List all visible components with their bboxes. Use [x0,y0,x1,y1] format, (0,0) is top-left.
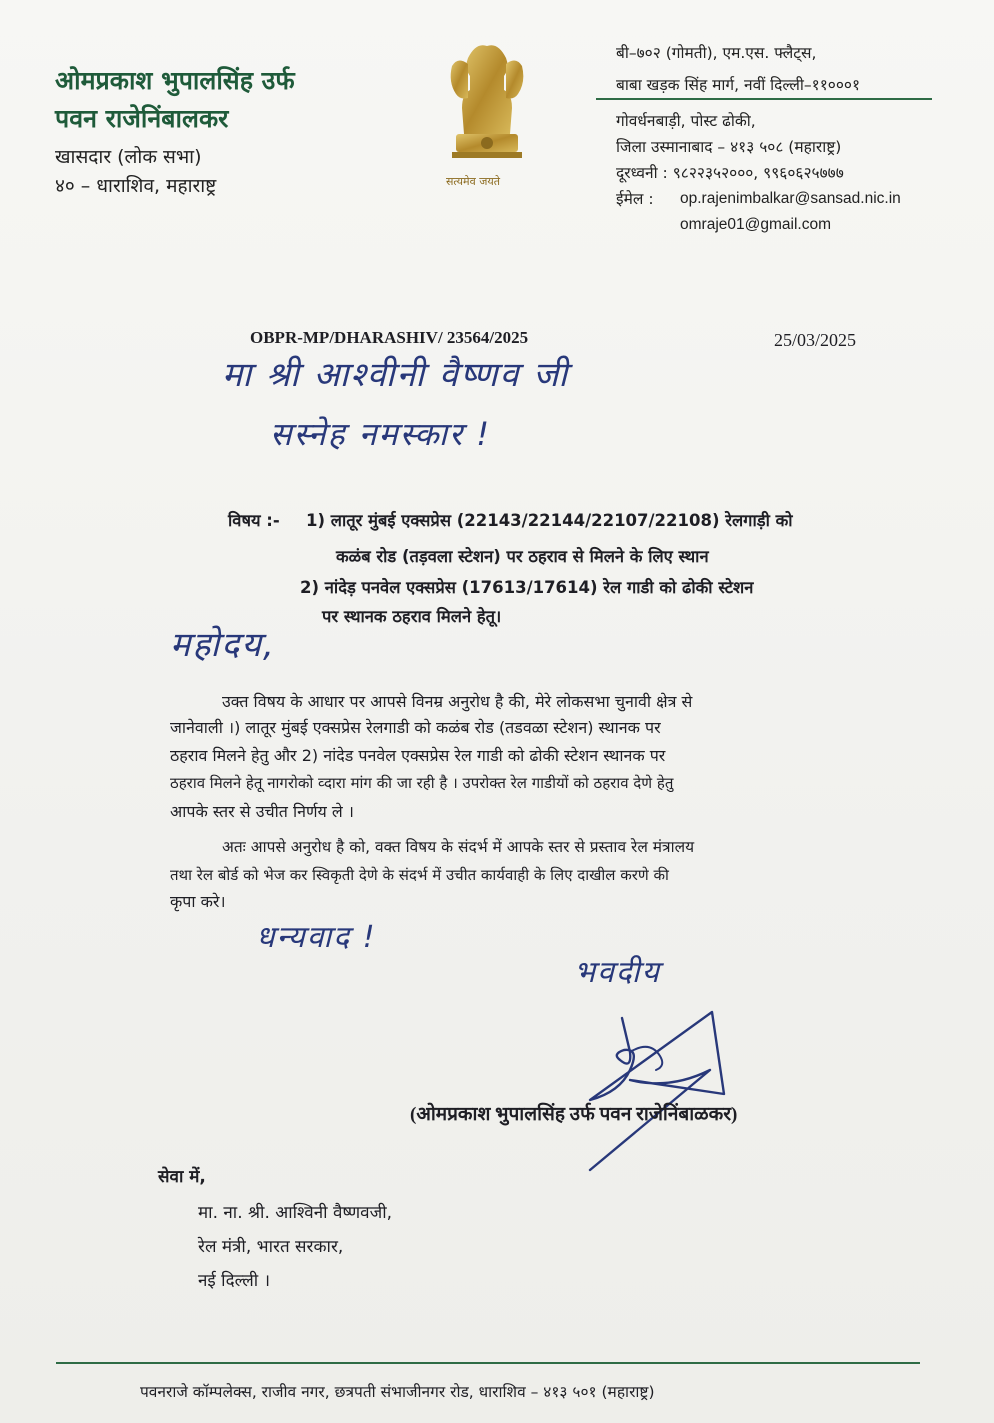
body-p2-line1: अतः आपसे अनुरोध है को, वक्त विषय के संदर्भ में आपके स्तर से प्रस्ताव रेल मंत्रालय [222,838,695,856]
subject-label: विषय :- [228,511,280,530]
local-address-line1: गोवर्धनबाड़ी, पोस्ट ढोकी, [616,112,756,130]
body-p2-line2: तथा रेल बोर्ड को भेज कर स्विकृती देणे के संदर्भ में उचीत कार्यवाही के लिए दाखील करणे की [170,866,669,884]
handwritten-sir: महोदय, [170,625,276,665]
national-emblem-icon [438,38,536,198]
sender-constituency: ४० – धाराशिव, महाराष्ट्र [55,175,217,197]
recipient-city: नई दिल्ली । [198,1271,271,1291]
subject-item1-line2: कळंब रोड (तड़वला स्टेशन) पर ठहराव से मिलने के लिए स्थान [336,547,709,566]
phone-numbers: दूरध्वनी : ९८२२३५२०००, ९९६०६२५७७७ [616,164,844,182]
recipient-to-label: सेवा में, [158,1167,206,1187]
subject-item2-line2: पर स्थानक ठहराव मिलने हेतू। [322,607,502,626]
email-address-1: op.rajenimbalkar@sansad.nic.in [680,190,901,207]
handwritten-yours: भवदीय [574,955,661,990]
body-p1-line4: ठहराव मिलने हेतू नागरोको व्दारा मांग की जा रही है । उपरोक्त रेल गाडीयों को ठहराव देणे हेतु [170,774,674,792]
signature-icon [560,1000,750,1180]
body-p1-line1: उक्त विषय के आधार पर आपसे विनम्र अनुरोध है की, मेरे लोकसभा चुनावी क्षेत्र से [222,692,693,711]
reference-number: OBPR-MP/DHARASHIV/ 23564/2025 [250,328,529,347]
body-p1-line2: जानेवाली ।) लातूर मुंबई एक्सप्रेस रेलगाडी को कळंब रोड (तडवळा स्टेशन) स्थानक पर [170,718,661,737]
handwritten-greeting: सस्नेह नमस्कार ! [270,415,492,453]
sender-name-line2: पवन राजेनिंबालकर [55,104,229,133]
delhi-address-line2: बाबा खड़क सिंह मार्ग, नवीं दिल्ली–११०००१ [616,76,861,94]
body-p1-line3: ठहराव मिलने हेतु और 2) नांदेड पनवेल एक्सप्रेस रेल गाडी को ढोकी स्टेशन स्थानक पर [170,746,666,765]
recipient-name: मा. ना. श्री. आश्विनी वैष्णवजी, [198,1203,393,1223]
handwritten-salutation: मा श्री आश्वीनी वैष्णव जी [222,355,570,395]
delhi-address-line1: बी–७०२ (गोमती), एम.एस. फ्लैट्स, [616,44,817,62]
header-divider [596,98,932,100]
footer-divider [56,1362,920,1364]
handwritten-thanks: धन्यवाद ! [256,920,377,955]
subject-item2-line1: 2) नांदेड़ पनवेल एक्सप्रेस (17613/17614) रेल गाडी को ढोकी स्टेशन [300,578,754,597]
local-address-line2: जिला उस्मानाबाद – ४१३ ५०८ (महाराष्ट्र) [616,138,842,156]
signatory-name: (ओमप्रकाश भुपालसिंह उर्फ पवन राजेनिंबाळकर) [410,1104,738,1125]
body-p2-line3: कृपा करे। [170,892,226,911]
footer-address: पवनराजे कॉम्पलेक्स, राजीव नगर, छत्रपती संभाजीनगर रोड, धाराशिव – ४१३ ५०१ (महाराष्ट्र) [140,1383,655,1401]
recipient-designation: रेल मंत्री, भारत सरकार, [198,1237,344,1257]
sender-name-line1: ओमप्रकाश भुपालसिंह उर्फ [55,66,295,95]
sender-designation: खासदार (लोक सभा) [55,146,202,168]
letter-date: 25/03/2025 [774,330,857,350]
emblem-motto: सत्यमेव जयते [446,175,501,188]
email-label: ईमेल : [616,190,654,208]
subject-item1-line1: 1) लातूर मुंबई एक्सप्रेस (22143/22144/22107/22108) रेलगाड़ी को [306,511,793,530]
email-address-2: omraje01@gmail.com [680,216,831,233]
body-p1-line5: आपके स्तर से उचीत निर्णय ले । [170,802,354,821]
